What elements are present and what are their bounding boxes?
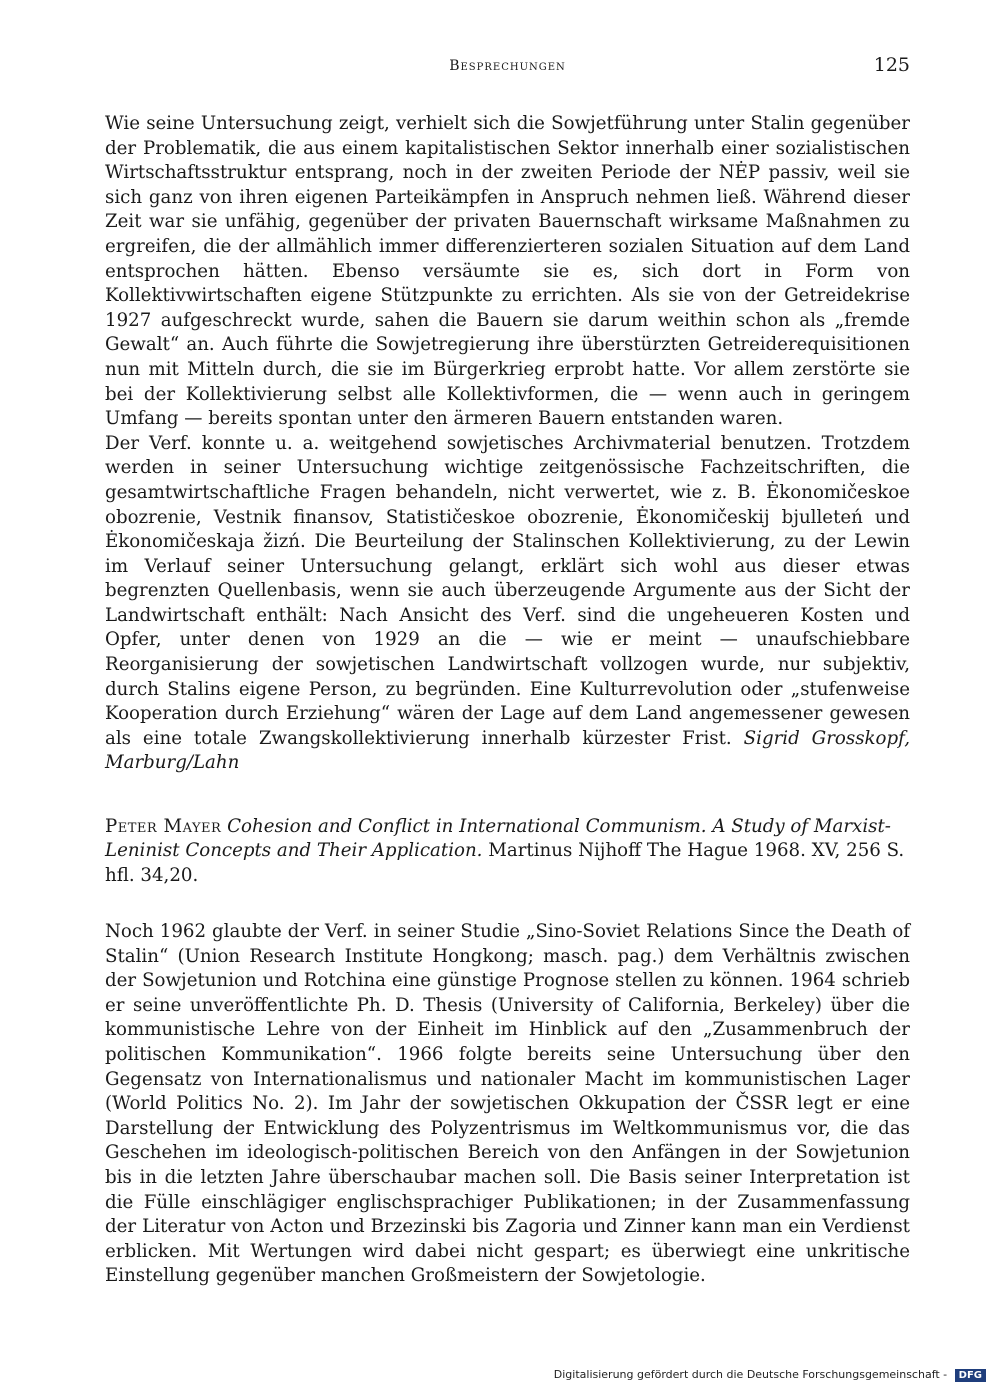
review2-body: [105, 920, 910, 1289]
review1-paragraph-2: [105, 432, 910, 776]
dfg-logo: DFG: [955, 1369, 986, 1382]
footer-text: Digitalisierung gefördert durch die Deutsche Forschungsgemeinschaft -: [553, 1368, 948, 1381]
book-publication-info: Martinus Nijhoff The Hague 1968. XV, 256 S. hfl. 34,20.: [105, 840, 905, 886]
review2-paragraph-1: Noch 1962 glaubte der Verf. in seiner Studie „Sino-Soviet Relations Since the Death of Stalin“ (Union Research Institute Hongkong; masch. pag.) dem Verhältnis zwischen der Sowjetunion und Rotchina eine günstige Prognose stellen zu können. 1964 schrieb er seine unveröffentlichte Ph. D. Thesis (University of California, Berkeley) über die kommunistische Lehre von der Einheit im Hinblick auf den „Zusammenbruch der politischen Kommunikation“. 1966 folgte bereits seine Untersuchung über den Gegensatz von Internationalismus und nationaler Macht im kommunistischen Lager (World Politics No. 2). Im Jahr der sowjetischen Okkupation der ČSSR legt er eine Darstellung der Entwicklung des Polyzentrismus im Weltkommunismus vor, die das Geschehen im ideologisch-politischen Bereich von den Anfängen in der Sowjetunion bis in die letzten Jahre überschaubar machen soll. Die Basis seiner Interpretation ist die Fülle einschlägiger englischsprachiger Publikationen; in der Zusammenfassung der Literatur von Acton und Brzezinski bis Zagoria und Zinner kann man ein Verdienst erblicken. Mit Wertungen wird dabei nicht gespart; es überwiegt eine unkritische Einstellung gegenüber manchen Großmeistern der Sowjetologie.: [105, 921, 910, 1287]
digitization-footer: [554, 1368, 986, 1382]
running-title: Besprechungen: [449, 58, 566, 74]
review1-paragraph-1: Wie seine Untersuchung zeigt, verhielt sich die Sowjetführung unter Stalin gegenüber der Problematik, die aus einem kapitalistischen Sektor innerhalb einer sozialistischen Wirtschaftsstruktur entsprang, noch in der zweiten Periode der NĖP passiv, weil sie sich ganz von ihren eigenen Parteikämpfen in Anspruch nehmen ließ. Während dieser Zeit war sie unfähig, gegenüber der privaten Bauernschaft wirksame Maßnahmen zu ergreifen, die der allmählich immer differenzierteren sozialen Situation auf dem Land entsprochen hätten. Ebenso versäumte sie es, sich dort in Form von Kollektivwirtschaften eigene Stützpunkte zu errichten. Als sie von der Getreidekrise 1927 aufgeschreckt wurde, sahen die Bauern sie darum weithin schon als „fremde Gewalt“ an. Auch führte die Sowjetregierung ihre überstürzten Getreiderequisitionen nun mit Mitteln durch, die sie im Bürgerkrieg erprobt hatte. Vor allem zerstörte sie bei der Kollektivierung selbst alle Kollektivformen, die — wenn auch in geringem Umfang — bereits spontan unter den ärmeren Bauern entstanden waren.: [105, 113, 910, 430]
review1-paragraph-2-text: Der Verf. konnte u. a. weitgehend sowjetisches Archivmaterial benutzen. Trotzdem werden in seiner Untersuchung wichtige zeitgenössische Fachzeitschriften, die gesamtwirtschaftliche Fragen behandeln, nicht verwertet, wie z. B. Ėkonomičeskoe obozrenie, Vestnik finansov, Statističeskoe obozrenie, Ėkonomičeskij bjulleteń und Ėkonomičeskaja žizń. Die Beurteilung der Stalinschen Kollektivierung, zu der Lewin im Verlauf seiner Untersuchung gelangt, erklärt sich wohl aus dieser etwas begrenzten Quellenbasis, wenn sie auch überzeugende Argumente aus der Sicht der Landwirtschaft enthält: Nach Ansicht des Verf. sind die ungeheueren Kosten und Opfer, unter denen von 1929 an die — wie er meint — unaufschiebbare Reorganisierung der sowjetischen Landwirtschaft vollzogen wurde, nur subjektiv, durch Stalins eigene Person, zu begründen. Eine Kulturrevolution oder „stufenweise Kooperation durch Erziehung“ wären der Lage auf dem Land angemessener gewesen als eine totale Zwangskollektivierung innerhalb kürzester Frist.: [105, 432, 910, 749]
review-continued: [105, 112, 910, 776]
page-header: [105, 54, 910, 82]
review2-heading: [105, 815, 910, 888]
book-title: Cohesion and Conflict in International Communism. A Study of Marxist-Leninist Concepts and Their Application.: [105, 816, 891, 862]
reviewer-signature: Sigrid Grosskopf, Marburg/Lahn: [105, 727, 911, 774]
book-author: Peter Mayer: [105, 816, 222, 837]
page-number: 125: [873, 54, 910, 76]
